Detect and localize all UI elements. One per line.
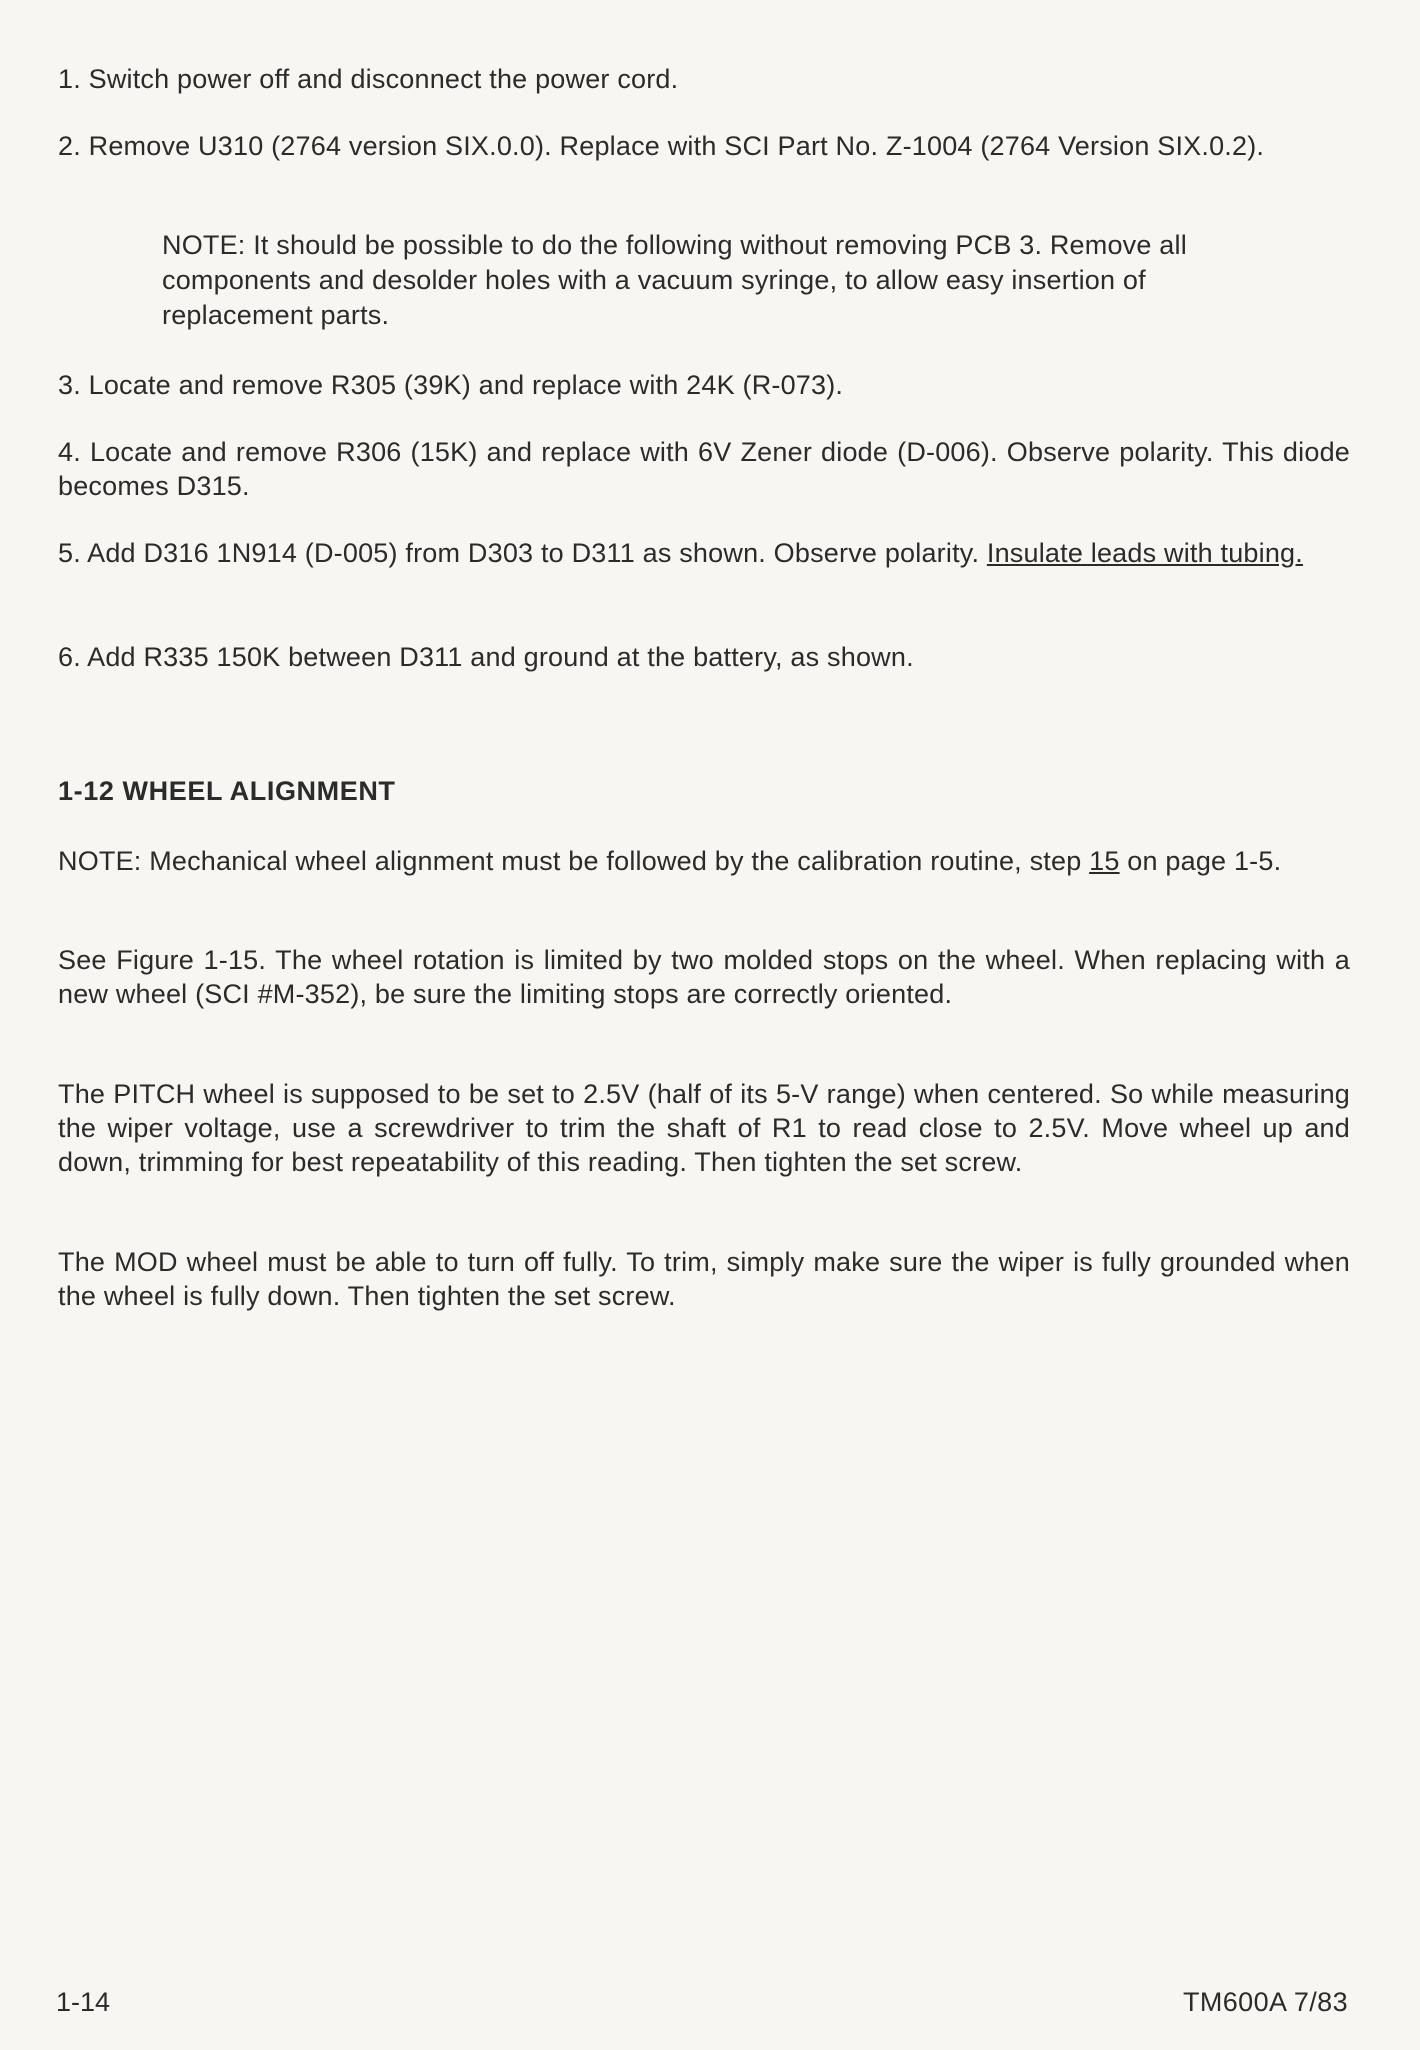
paragraph-wheel-stops: See Figure 1-15. The wheel rotation is limited by two molded stops on the wheel. When replacing with a new wheel (SCI #M-352), be sure the limiting stops are correctly oriented.: [58, 945, 1350, 1009]
step-6: 6. Add R335 150K between D311 and ground at the battery, as shown.: [58, 642, 914, 672]
pcb-note: NOTE: It should be possible to do the following without removing PCB 3. Remove all components and desolder holes with a vacuum syringe, to allow easy insertion of replacement parts.: [162, 230, 1187, 330]
step-2: 2. Remove U310 (2764 version SIX.0.0). Replace with SCI Part No. Z-1004 (2764 Version SIX.0.2).: [58, 131, 1265, 161]
document-id: TM600A 7/83: [1182, 1987, 1348, 2017]
calibration-note-suffix: on page 1-5.: [1119, 846, 1282, 876]
paragraph-pitch-wheel: The PITCH wheel is supposed to be set to 2.5V (half of its 5-V range) when centered. So while measuring the wiper voltage, use a screwdriver to trim the shaft of R1 to read close to 2.5V. Move wheel up and down, trimming for best repeatability of this reading. Then tighten the set screw.: [58, 1079, 1350, 1177]
step-3: 3. Locate and remove R305 (39K) and replace with 24K (R-073).: [58, 370, 844, 400]
step-reference: 15: [1089, 846, 1120, 876]
step-5-underlined: Insulate leads with tubing.: [986, 538, 1303, 568]
step-4: 4. Locate and remove R306 (15K) and replace with 6V Zener diode (D-006). Observe polarity. This diode becomes D315.: [58, 437, 1350, 501]
step-1: 1. Switch power off and disconnect the power cord.: [58, 64, 679, 94]
paragraph-mod-wheel: The MOD wheel must be able to turn off fully. To trim, simply make sure the wiper is fully grounded when the wheel is fully down. Then tighten the set screw.: [58, 1247, 1350, 1311]
step-5: [58, 536, 1350, 570]
section-heading: 1-12 WHEEL ALIGNMENT: [58, 776, 396, 806]
step-5-text: 5. Add D316 1N914 (D-005) from D303 to D311 as shown. Observe polarity.: [58, 538, 987, 568]
page-number: 1-14: [56, 1987, 111, 2017]
calibration-note-text: NOTE: Mechanical wheel alignment must be followed by the calibration routine, step: [58, 846, 1090, 876]
calibration-note: [58, 844, 1350, 878]
